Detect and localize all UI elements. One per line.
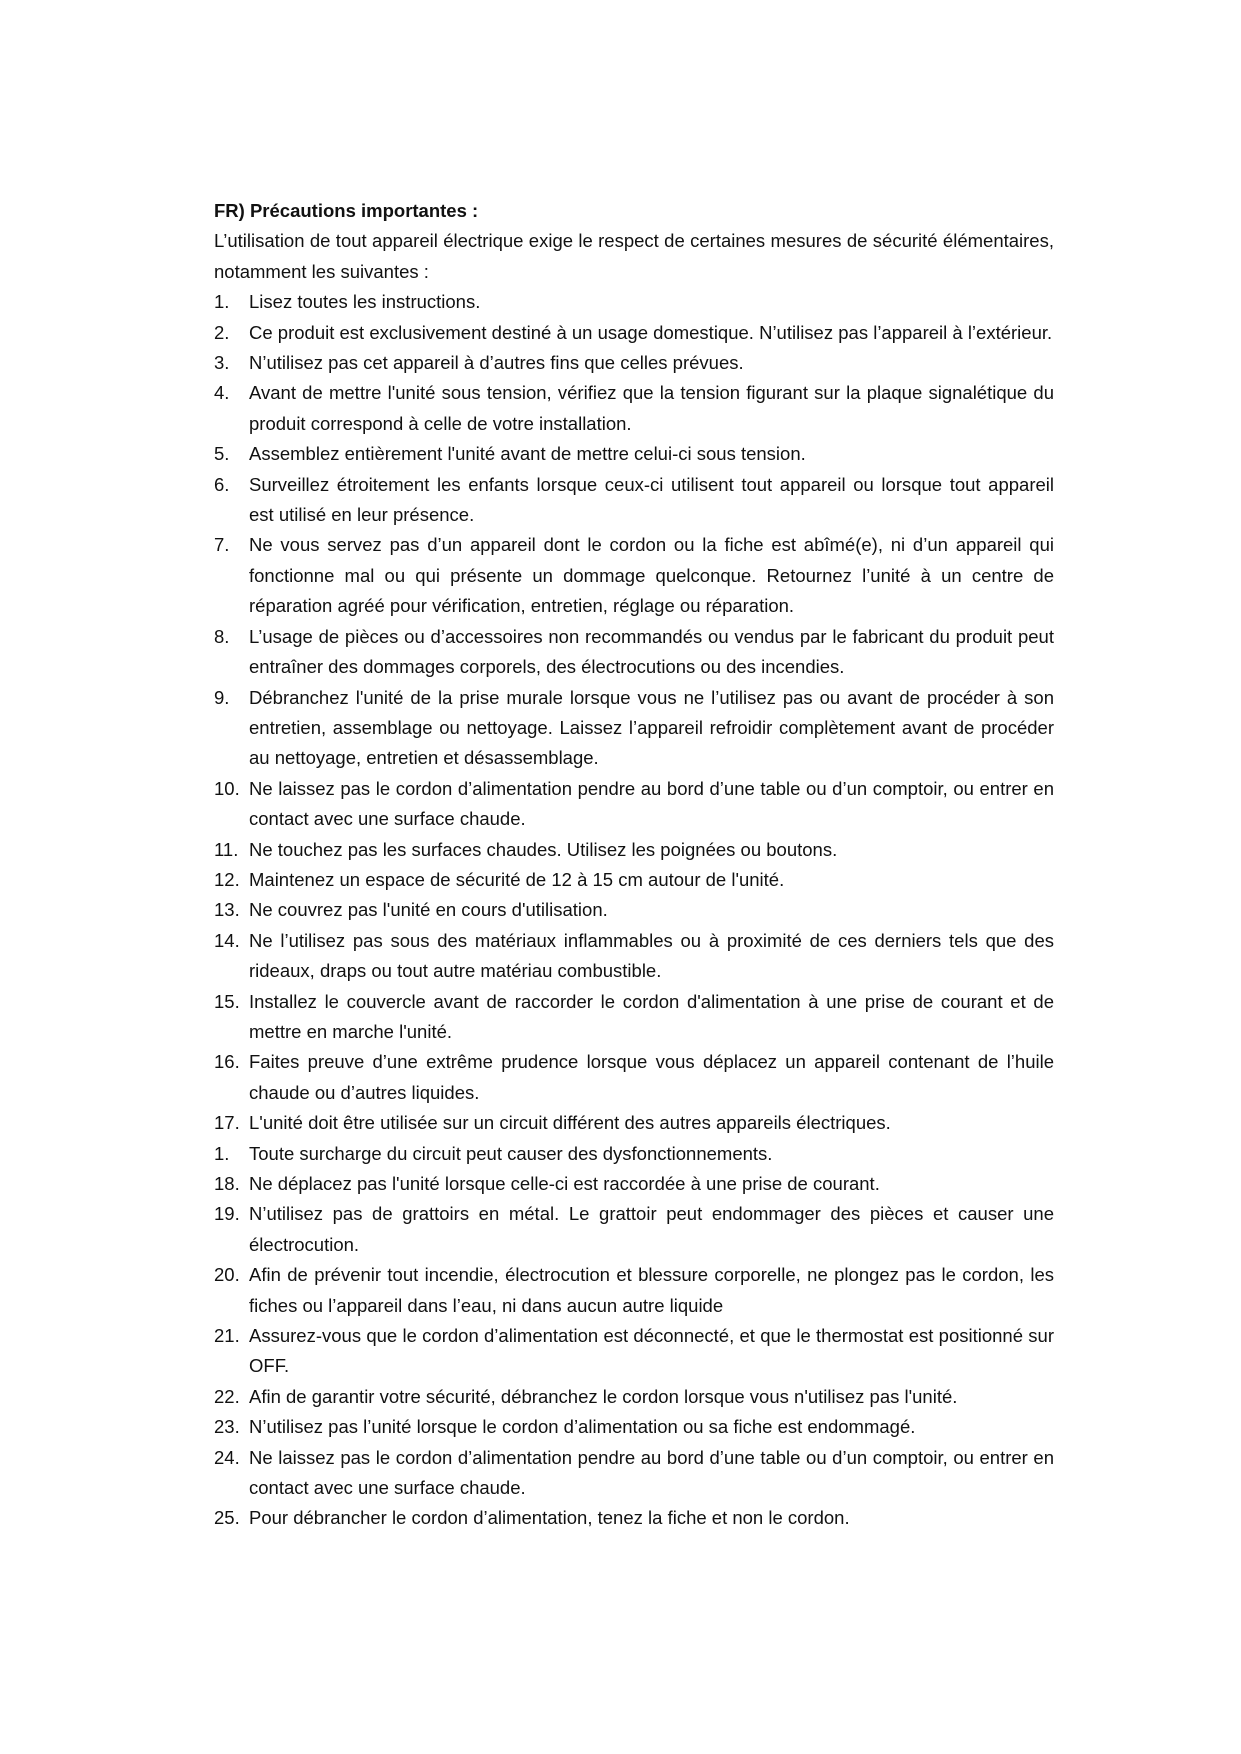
list-item-number: 4. [214, 382, 230, 404]
list-item-number: 25. [214, 1507, 240, 1529]
list-item [214, 1412, 1054, 1442]
precautions-list [214, 287, 1054, 1534]
list-item [214, 439, 1054, 469]
list-item-number: 8. [214, 625, 230, 647]
list-item [214, 1321, 1054, 1382]
list-item-text: Ne laissez pas le cordon d’alimentation pendre au bord d’une table ou d’un comptoir, ou entrer en contact avec une surface chaude. [249, 777, 1054, 830]
list-item-text: Afin de prévenir tout incendie, électrocution et blessure corporelle, ne plongez pas le cordon, les fiches ou l’appareil dans l’eau, ni dans aucun autre liquide [249, 1264, 1054, 1316]
document-body [214, 196, 1054, 1534]
list-item-text: Ne l’utilisez pas sous des matériaux inflammables ou à proximité de ces derniers tels que des rideaux, draps ou tout autre matériau combustible. [249, 929, 1054, 982]
list-item-number: 12. [214, 868, 240, 890]
list-item [214, 1443, 1054, 1504]
list-item [214, 1260, 1054, 1321]
section-heading: FR) Précautions importantes : [214, 200, 479, 221]
list-item-number: 10. [214, 777, 240, 799]
list-item [214, 1199, 1054, 1260]
list-item [214, 1108, 1054, 1138]
list-item [214, 683, 1054, 774]
list-item-text: N’utilisez pas de grattoirs en métal. Le grattoir peut endommager des pièces et causer une électrocution. [249, 1203, 1054, 1255]
list-item [214, 1503, 1054, 1533]
list-item-text: Pour débrancher le cordon d’alimentation, tenez la fiche et non le cordon. [249, 1507, 850, 1529]
list-item-number: 5. [214, 443, 230, 465]
list-item-text: Ne laissez pas le cordon d’alimentation pendre au bord d’une table ou d’un comptoir, ou entrer en contact avec une surface chaude. [249, 1446, 1054, 1499]
list-item-text: Ne couvrez pas l'unité en cours d'utilisation. [249, 899, 608, 921]
list-item-number: 23. [214, 1416, 240, 1438]
list-item-text: Lisez toutes les instructions. [249, 291, 481, 313]
list-item-text: L'unité doit être utilisée sur un circuit différent des autres appareils électriques. [249, 1112, 891, 1134]
list-item-text: Ne vous servez pas d’un appareil dont le cordon ou la fiche est abîmé(e), ni d’un appareil qui fonctionne mal ou qui présente un dommage quelconque. Retournez l’unité à un centre de réparation agréé pour vérification, entretien, réglage ou réparation. [249, 534, 1054, 617]
list-item-text: Maintenez un espace de sécurité de 12 à 15 cm autour de l'unité. [249, 868, 785, 890]
list-item-text: Ne déplacez pas l'unité lorsque celle-ci est raccordée à une prise de courant. [249, 1173, 880, 1194]
list-item-number: 20. [214, 1264, 240, 1286]
list-item [214, 622, 1054, 683]
list-item-number: 1. [214, 1142, 230, 1164]
list-item-number: 6. [214, 473, 230, 495]
intro-paragraph: L’utilisation de tout appareil électrique exige le respect de certaines mesures de sécurité élémentaires, notamment les suivantes : [214, 230, 1054, 282]
list-item-number: 21. [214, 1325, 240, 1347]
list-item-text: Installez le couvercle avant de raccorder le cordon d'alimentation à une prise de courant et de mettre en marche l'unité. [249, 990, 1054, 1042]
list-item-text: Faites preuve d’une extrême prudence lorsque vous déplacez un appareil contenant de l’huile chaude ou d’autres liquides. [249, 1051, 1054, 1103]
list-item-text: Ce produit est exclusivement destiné à un usage domestique. N’utilisez pas l’appareil à l’extérieur. [249, 321, 1053, 343]
list-item-text: Avant de mettre l'unité sous tension, vérifiez que la tension figurant sur la plaque signalétique du produit correspond à celle de votre installation. [249, 382, 1054, 434]
list-item-number: 1. [214, 291, 230, 313]
list-item-text: L’usage de pièces ou d’accessoires non recommandés ou vendus par le fabricant du produit peut entraîner des dommages corporels, des électrocutions ou des incendies. [249, 625, 1054, 678]
list-item [214, 835, 1054, 865]
list-item [214, 530, 1054, 621]
list-item [214, 378, 1054, 439]
list-item [214, 318, 1054, 348]
list-item-number: 19. [214, 1203, 240, 1225]
list-item [214, 987, 1054, 1048]
list-item [214, 1169, 1054, 1199]
list-item-number: 3. [214, 352, 230, 374]
list-item [214, 470, 1054, 531]
list-item-text: Assemblez entièrement l'unité avant de mettre celui-ci sous tension. [249, 443, 806, 465]
list-item-text: Ne touchez pas les surfaces chaudes. Utilisez les poignées ou boutons. [249, 838, 838, 860]
list-item [214, 348, 1054, 378]
list-item [214, 1047, 1054, 1108]
list-item [214, 1139, 1054, 1169]
list-item [214, 1382, 1054, 1412]
list-item-number: 11. [214, 838, 239, 860]
list-item-text: Toute surcharge du circuit peut causer des dysfonctionnements. [249, 1142, 773, 1164]
list-item-number: 9. [214, 686, 230, 708]
list-item-number: 13. [214, 899, 240, 921]
list-item-number: 16. [214, 1051, 240, 1073]
list-item [214, 926, 1054, 987]
list-item [214, 865, 1054, 895]
list-item-number: 2. [214, 321, 230, 343]
list-item-text: Assurez-vous que le cordon d’alimentation est déconnecté, et que le thermostat est positionné sur OFF. [249, 1325, 1054, 1377]
list-item-text: N’utilisez pas cet appareil à d’autres fins que celles prévues. [249, 352, 744, 374]
list-item-text: Afin de garantir votre sécurité, débranchez le cordon lorsque vous n'utilisez pas l'unité. [249, 1385, 958, 1407]
list-item-text: Surveillez étroitement les enfants lorsque ceux-ci utilisent tout appareil ou lorsque tout appareil est utilisé en leur présence. [249, 473, 1054, 526]
list-item-number: 18. [214, 1173, 240, 1194]
list-item-text: N’utilisez pas l’unité lorsque le cordon d’alimentation ou sa fiche est endommagé. [249, 1416, 916, 1438]
list-item-number: 24. [214, 1446, 240, 1468]
list-item [214, 287, 1054, 317]
list-item [214, 774, 1054, 835]
list-item [214, 895, 1054, 925]
list-item-number: 22. [214, 1385, 240, 1407]
list-item-number: 15. [214, 990, 240, 1012]
list-item-text: Débranchez l'unité de la prise murale lorsque vous ne l’utilisez pas ou avant de procéder à son entretien, assemblage ou nettoyage. Laissez l’appareil refroidir complètement avant de procéder au nettoyage, entretien et désassemblage. [249, 686, 1054, 769]
list-item-number: 17. [214, 1112, 240, 1134]
list-item-number: 14. [214, 929, 240, 951]
list-item-number: 7. [214, 534, 230, 556]
